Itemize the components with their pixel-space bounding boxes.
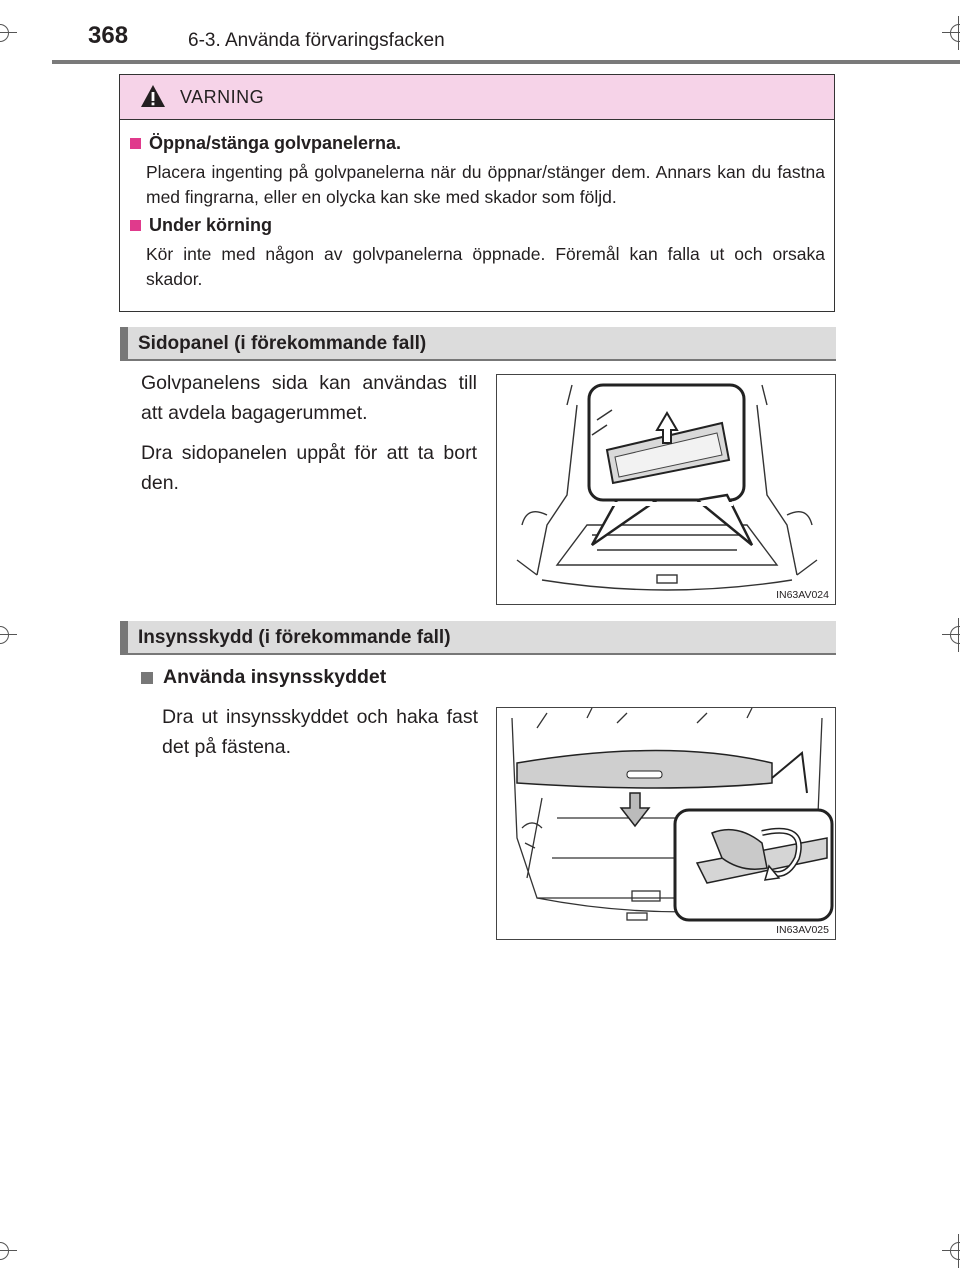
bullet-square-icon — [141, 672, 153, 684]
registration-mark — [944, 18, 960, 48]
warning-title: VARNING — [180, 87, 265, 107]
section-title: Sidopanel (i förekommande fall) — [138, 333, 427, 354]
registration-mark — [0, 620, 15, 650]
header-rule — [52, 60, 960, 64]
figure-side-panel — [496, 374, 836, 605]
warning-item-body: Kör inte med någon av golvpanelerna öppnade. Föremål kan falla ut och orsaka skador. — [146, 244, 825, 289]
paragraph: Dra ut insynsskyddet och haka fast det på fästena. — [162, 706, 478, 758]
warning-icon — [140, 83, 166, 109]
bullet-square-icon — [130, 138, 141, 149]
subheading — [141, 666, 386, 689]
cargo-cover-illustration — [497, 708, 836, 940]
section-path: 6-3. Använda förvaringsfacken — [188, 30, 445, 51]
section-text — [141, 368, 477, 508]
section-title: Insynsskydd (i förekommande fall) — [138, 627, 451, 648]
paragraph: Golvpanelens sida kan användas till att avdela bagagerummet. — [141, 372, 477, 424]
warning-header — [120, 75, 834, 120]
section-heading-tonneau-cover — [120, 621, 836, 655]
warning-box — [119, 74, 835, 312]
page-number: 368 — [88, 22, 129, 49]
figure-code: IN63AV025 — [776, 924, 829, 936]
cargo-side-panel-illustration — [497, 375, 836, 605]
warning-item-heading: Öppna/stänga golvpanelerna. — [149, 133, 402, 153]
warning-item-heading: Under körning — [149, 215, 273, 235]
registration-mark — [944, 1236, 960, 1266]
registration-mark — [0, 18, 15, 48]
registration-mark — [0, 1236, 15, 1266]
figure-tonneau-cover — [496, 707, 836, 940]
bullet-square-icon — [130, 220, 141, 231]
subheading-text: Använda insynsskyddet — [163, 666, 387, 688]
section-text — [162, 702, 478, 772]
warning-item — [129, 133, 825, 210]
section-heading-side-panel — [120, 327, 836, 361]
registration-mark — [944, 620, 960, 650]
warning-item-body: Placera ingenting på golvpanelerna när du öppnar/stänger dem. Annars kan du fastna med fingrarna, eller en olycka kan ske med skador som följd. — [146, 162, 825, 207]
warning-item — [129, 215, 825, 292]
figure-code: IN63AV024 — [776, 589, 829, 601]
paragraph: Dra sidopanelen uppåt för att ta bort den. — [141, 442, 477, 494]
